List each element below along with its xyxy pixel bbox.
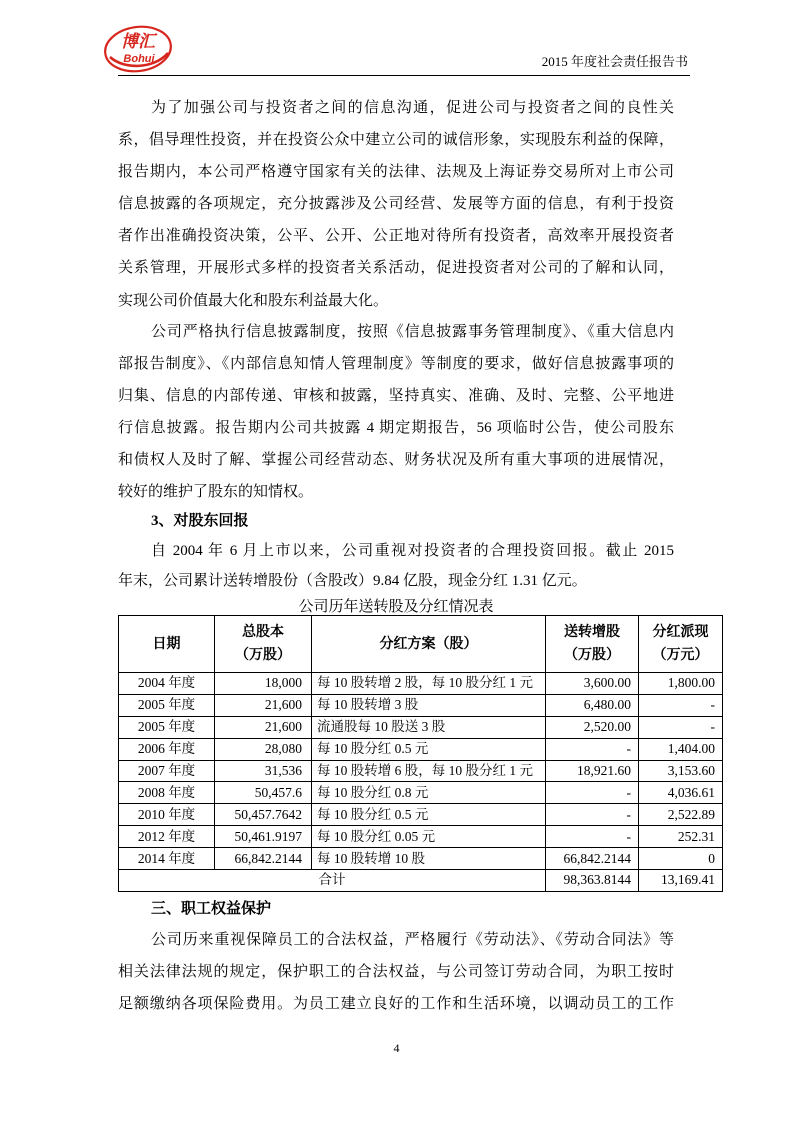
dividend-history-table <box>118 615 723 892</box>
cell-date: 2004 年度 <box>119 673 215 695</box>
cell-total-shares: 18,000 <box>215 673 312 695</box>
text-line: 关系管理，开展形式多样的投资者关系活动，促进投资者对公司的了解和认同， <box>118 260 674 277</box>
cell-bonus-shares: 18,921.60 <box>546 760 639 782</box>
table-row <box>119 760 723 782</box>
header-bonus-shares <box>546 616 639 673</box>
header-date-label: 日期 <box>152 636 181 652</box>
header-plan <box>312 616 546 673</box>
cell-total-shares: 28,080 <box>215 738 312 760</box>
text-line: 公司严格执行信息披露制度，按照《信息披露事务管理制度》、《重大信息内 <box>151 324 674 340</box>
text-line: 实现公司价值最大化和股东利益最大化。 <box>118 292 389 309</box>
cell-plan: 流通股每 10 股送 3 股 <box>312 716 546 738</box>
text-line: 公司历来重视保障员工的合法权益，严格履行《劳动法》、《劳动合同法》等 <box>151 932 674 948</box>
cell-total-cash-dividend: 13,169.41 <box>639 870 723 892</box>
logo-english-name: Bohui <box>123 53 155 65</box>
header-plan-label: 分红方案（股） <box>379 636 478 652</box>
cell-bonus-shares: - <box>546 782 639 804</box>
text-line: 为了加强公司与投资者之间的信息沟通，促进公司与投资者之间的良性关 <box>151 100 674 116</box>
header-unit-line: （万股） <box>235 648 291 663</box>
cell-cash-dividend: 2,522.89 <box>639 804 723 826</box>
cell-date: 2006 年度 <box>119 738 215 760</box>
cell-plan: 每 10 股分红 0.05 元 <box>312 826 546 848</box>
cell-date: 2010 年度 <box>119 804 215 826</box>
header-label-line: 送转增股 <box>564 625 620 640</box>
cell-cash-dividend: - <box>639 716 723 738</box>
text-line: 较好的维护了股东的知情权。 <box>118 484 314 501</box>
cell-bonus-shares: - <box>546 738 639 760</box>
cell-cash-dividend: - <box>639 694 723 716</box>
table-row <box>119 782 723 804</box>
text-line: 年末，公司累计送转增股份（含股改）9.84 亿股，现金分红 1.31 亿元。 <box>118 572 587 589</box>
cell-cash-dividend: 1,800.00 <box>639 673 723 695</box>
cell-total-label: 合计 <box>119 870 546 892</box>
cell-bonus-shares: - <box>546 804 639 826</box>
table-total-row <box>119 870 723 892</box>
cell-total-shares: 21,600 <box>215 716 312 738</box>
header-cash-dividend <box>639 616 723 673</box>
cell-plan: 每 10 股分红 0.8 元 <box>312 782 546 804</box>
text-line: 部报告制度》、《内部信息知情人管理制度》等制度的要求，做好信息披露事项的 <box>118 356 674 373</box>
header-unit-line: （万股） <box>564 648 620 663</box>
cell-date: 2007 年度 <box>119 760 215 782</box>
cell-bonus-shares: 3,600.00 <box>546 673 639 695</box>
text-line: 者作出准确投资决策，公平、公开、公正地对待所有投资者，高效率开展投资者 <box>118 228 674 245</box>
cell-date: 2005 年度 <box>119 716 215 738</box>
cell-date: 2014 年度 <box>119 848 215 870</box>
text-line: 行信息披露。报告期内公司共披露 4 期定期报告，56 项临时公告，使公司股东 <box>118 420 674 437</box>
text-line: 和债权人及时了解、掌握公司经营动态、财务状况及所有重大事项的进展情况， <box>118 452 674 469</box>
text-line: 相关法律法规的规定，保护职工的合法权益，与公司签订劳动合同，为职工按时 <box>118 963 674 980</box>
cell-total-bonus-shares: 98,363.8144 <box>546 870 639 892</box>
header-unit-line: （万元） <box>652 648 709 663</box>
cell-cash-dividend: 0 <box>639 848 723 870</box>
cell-total-shares: 50,457.6 <box>215 782 312 804</box>
cell-date: 2005 年度 <box>119 694 215 716</box>
text-line: 系，倡导理性投资，并在投资公众中建立公司的诚信形象，实现股东利益的保障， <box>118 132 674 149</box>
cell-bonus-shares: 66,842.2144 <box>546 848 639 870</box>
cell-cash-dividend: 3,153.60 <box>639 760 723 782</box>
table-row <box>119 804 723 826</box>
cell-date: 2008 年度 <box>119 782 215 804</box>
header-label-line: 总股本 <box>242 625 284 640</box>
paragraph-shareholder-returns <box>118 537 674 596</box>
text-line: 信息披露的各项规定，充分披露涉及公司经营、发展等方面的信息，有利于投资 <box>118 196 674 213</box>
table-row <box>119 716 723 738</box>
cell-cash-dividend: 252.31 <box>639 826 723 848</box>
header-total-shares <box>215 616 312 673</box>
table-row <box>119 673 723 695</box>
cell-bonus-shares: 6,480.00 <box>546 694 639 716</box>
paragraph-employee-rights <box>118 925 674 1020</box>
table-row <box>119 694 723 716</box>
table-caption: 公司历年送转股及分红情况表 <box>298 599 494 615</box>
logo-chinese-name: 博汇 <box>121 32 155 51</box>
header-label-line: 分红派现 <box>652 625 709 640</box>
cell-total-shares: 50,457.7642 <box>215 804 312 826</box>
section-heading-shareholder-returns: 3、对股东回报 <box>151 513 249 529</box>
cell-cash-dividend: 4,036.61 <box>639 782 723 804</box>
cell-total-shares: 66,842.2144 <box>215 848 312 870</box>
cell-plan: 每 10 股转增 6 股，每 10 股分红 1 元 <box>312 760 546 782</box>
header-date <box>119 616 215 673</box>
cell-total-shares: 50,461.9197 <box>215 826 312 848</box>
paragraph-investor-communication <box>118 92 674 317</box>
text-line: 报告期内，本公司严格遵守国家有关的法律、法规及上海证券交易所对上市公司 <box>118 164 674 181</box>
page-number: 4 <box>393 1041 400 1055</box>
cell-bonus-shares: 2,520.00 <box>546 716 639 738</box>
text-line: 自 2004 年 6 月上市以来，公司重视对投资者的合理投资回报。截止 2015 <box>151 543 674 559</box>
cell-plan: 每 10 股分红 0.5 元 <box>312 738 546 760</box>
cell-bonus-shares: - <box>546 826 639 848</box>
cell-date: 2012 年度 <box>119 826 215 848</box>
text-line: 归集、信息的内部传递、审核和披露，坚持真实、准确、及时、完整、公平地进 <box>118 388 674 405</box>
paragraph-information-disclosure <box>118 316 674 509</box>
text-line: 足额缴纳各项保险费用。为员工建立良好的工作和生活环境，以调动员工的工作 <box>118 995 674 1012</box>
table-header-row <box>119 616 723 673</box>
cell-plan: 每 10 股分红 0.5 元 <box>312 804 546 826</box>
cell-total-shares: 31,536 <box>215 760 312 782</box>
cell-plan: 每 10 股转增 3 股 <box>312 694 546 716</box>
cell-plan: 每 10 股转增 2 股，每 10 股分红 1 元 <box>312 673 546 695</box>
cell-total-shares: 21,600 <box>215 694 312 716</box>
report-title: 2015 年度社会责任报告书 <box>541 54 688 69</box>
table-row <box>119 826 723 848</box>
section-heading-employee-rights: 三、职工权益保护 <box>151 901 272 917</box>
cell-plan: 每 10 股转增 10 股 <box>312 848 546 870</box>
cell-cash-dividend: 1,404.00 <box>639 738 723 760</box>
table-row <box>119 848 723 870</box>
table-row <box>119 738 723 760</box>
header-divider <box>118 75 690 76</box>
bohui-logo <box>101 22 175 76</box>
